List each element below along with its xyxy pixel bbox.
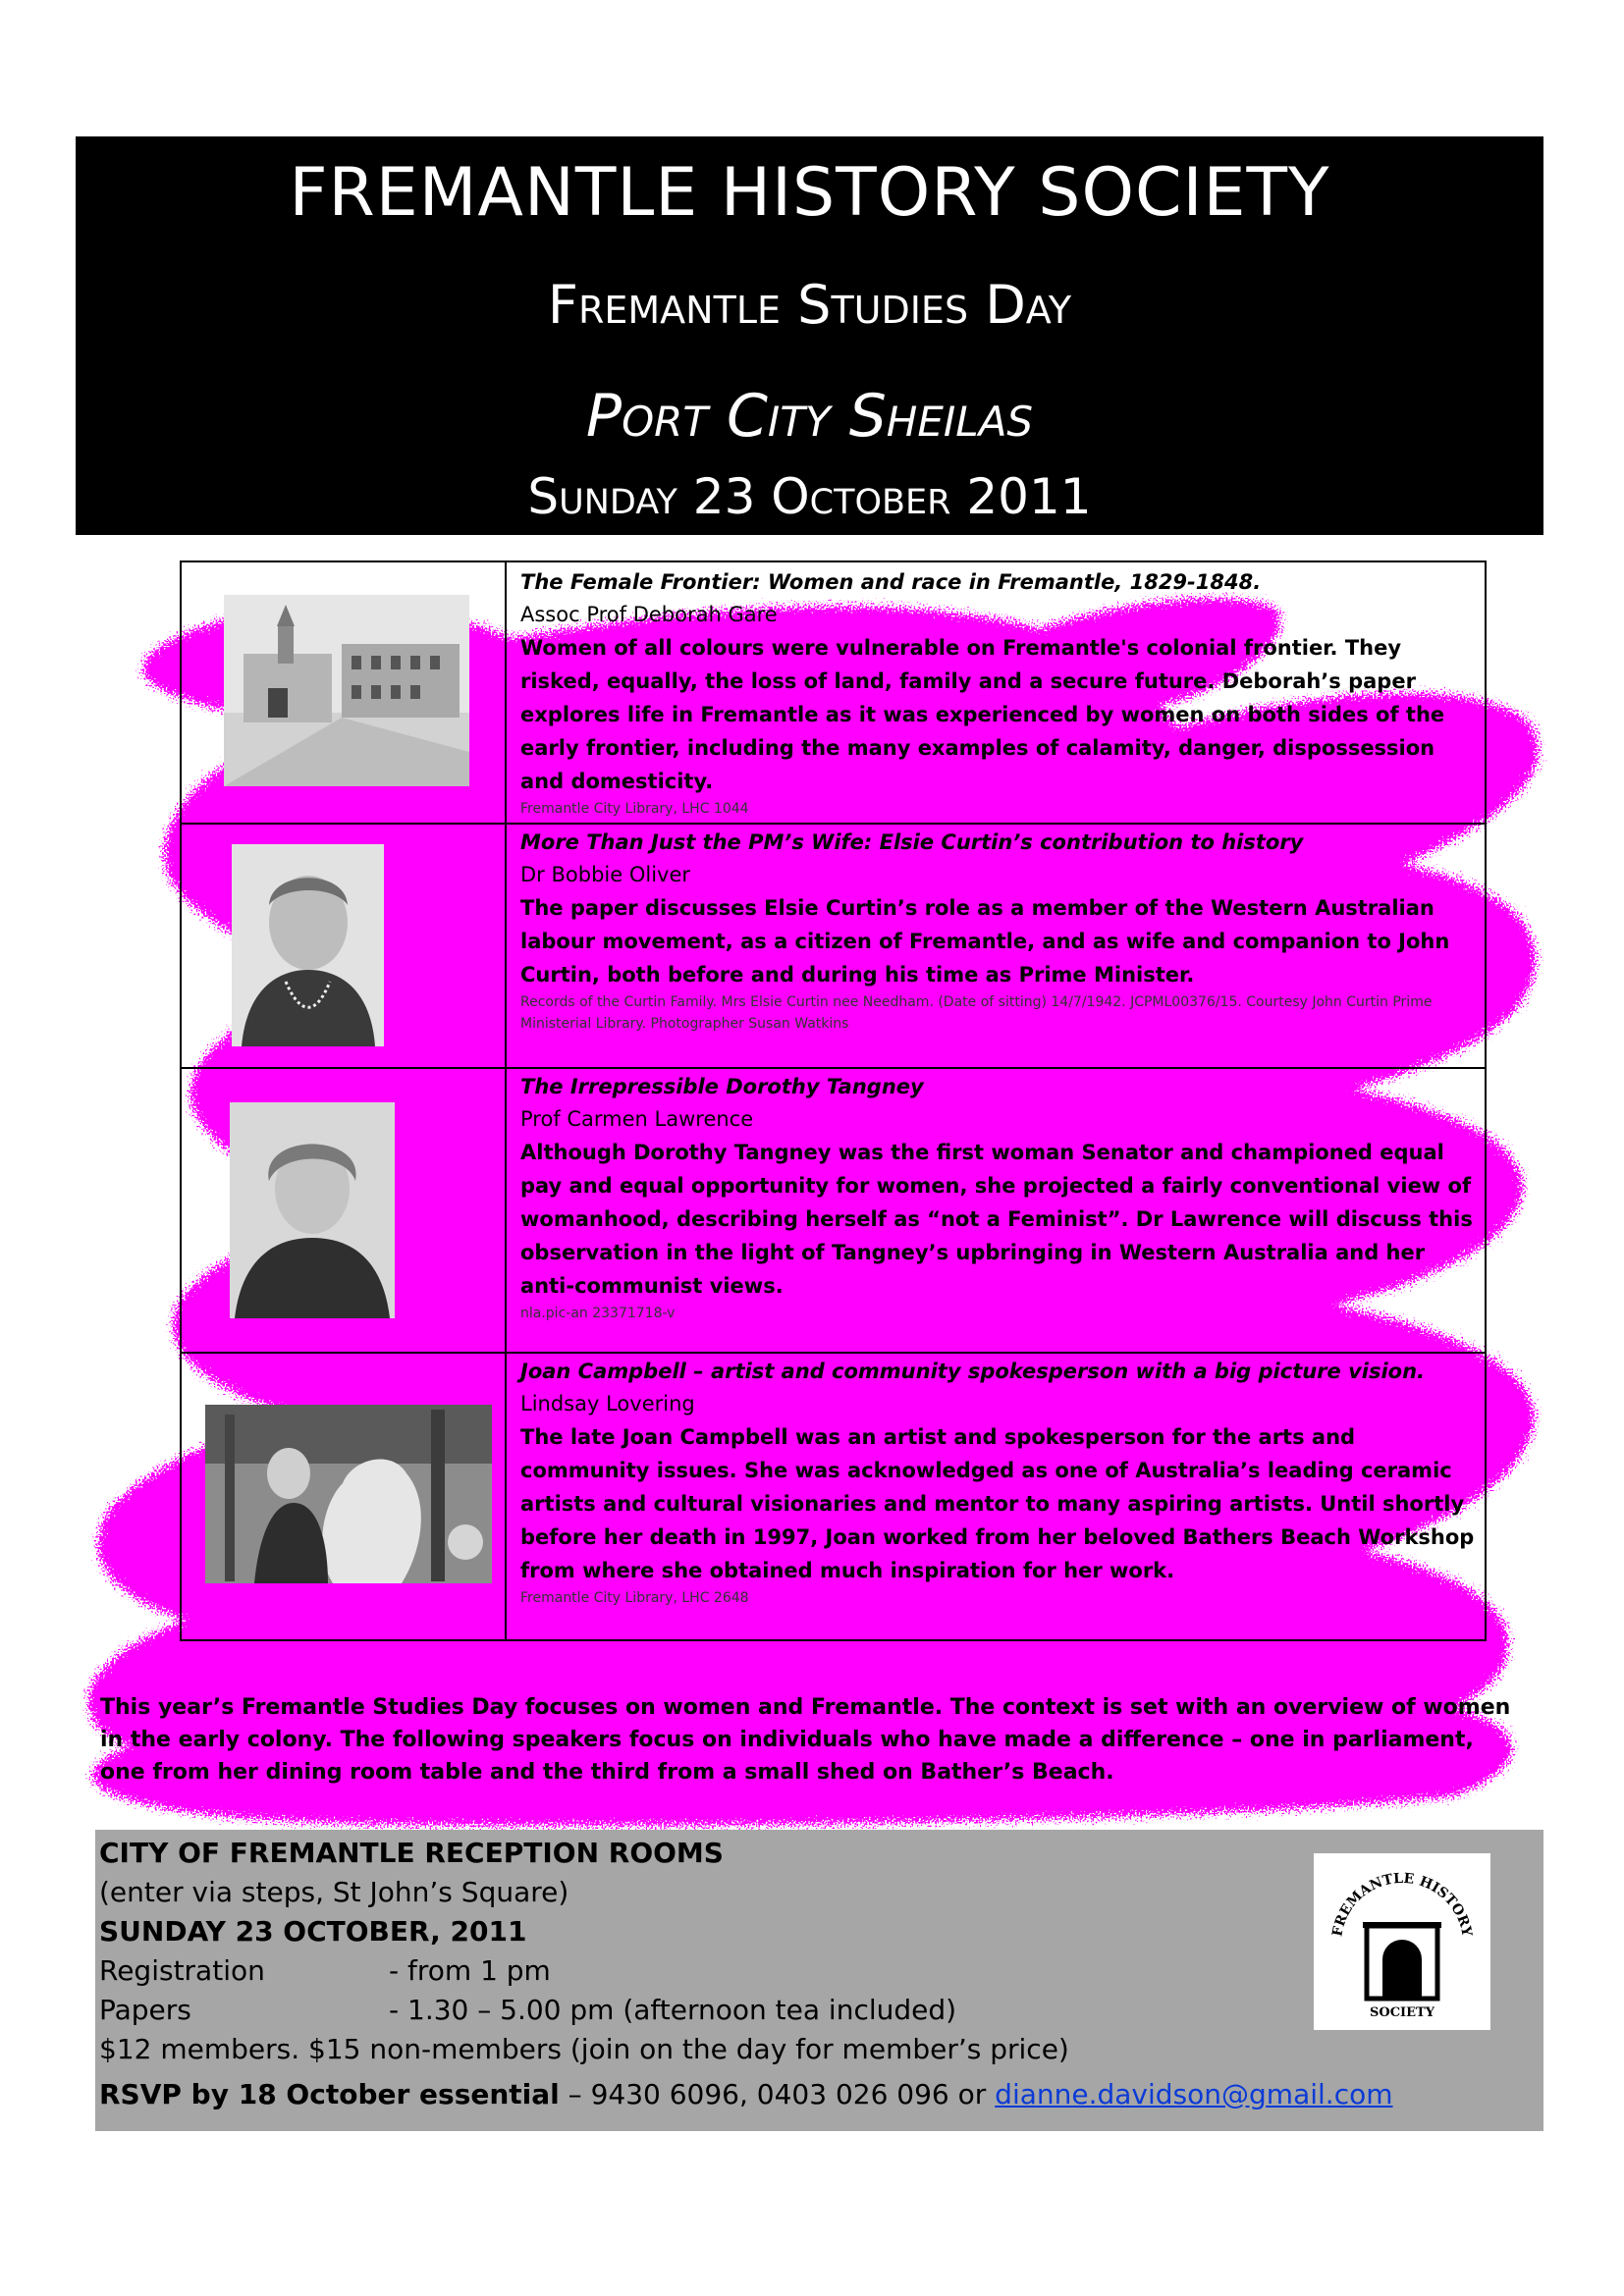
ticket-prices: $12 members. $15 non-members (join on the day for member’s price) — [99, 2033, 1069, 2065]
logo-bottom-text: SOCIETY — [1369, 2005, 1435, 2020]
talk-speaker: Dr Bobbie Oliver — [520, 863, 691, 886]
talk-text — [520, 1356, 1475, 1609]
papers-row — [99, 1991, 983, 2030]
dorothy-tangney-portrait-image — [230, 1102, 395, 1318]
talk-photo-cell — [182, 823, 507, 1067]
talk-title: More Than Just the PM’s Wife: Elsie Curtin’s contribution to history — [520, 830, 1304, 854]
talk-photo-cell — [182, 1352, 507, 1639]
fremantle-history-society-logo — [1314, 1853, 1490, 2030]
talk-row — [182, 1352, 1485, 1639]
talk-speaker: Lindsay Lovering — [520, 1392, 695, 1415]
archway-icon — [1363, 1922, 1441, 1999]
joan-campbell-studio-image — [205, 1405, 492, 1583]
talk-row — [182, 823, 1485, 1069]
event-subtitle: Fremantle Studies Day — [547, 274, 1072, 336]
header-banner — [76, 136, 1543, 535]
talk-speaker: Prof Carmen Lawrence — [520, 1107, 754, 1131]
talk-photo-cell — [182, 1067, 507, 1352]
rsvp-deadline: RSVP by 18 October essential — [99, 2078, 560, 2110]
event-date: Sunday 23 October 2011 — [527, 468, 1092, 525]
rsvp-line — [99, 2075, 1393, 2114]
talk-photo-cell — [182, 562, 507, 823]
venue-name: CITY OF FREMANTLE RECEPTION ROOMS — [99, 1837, 724, 1869]
registration-row — [99, 1951, 983, 1991]
registration-label: Registration — [99, 1954, 265, 1987]
papers-time: - 1.30 – 5.00 pm (afternoon tea included) — [389, 1994, 957, 2026]
talk-row — [182, 562, 1485, 825]
rsvp-email-link[interactable]: dianne.davidson@gmail.com — [995, 2078, 1393, 2110]
talk-text — [520, 827, 1475, 1035]
talk-row — [182, 1067, 1485, 1354]
talks-table — [180, 561, 1487, 1641]
talk-speaker: Assoc Prof Deborah Gare — [520, 603, 778, 626]
venue-date: SUNDAY 23 OCTOBER, 2011 — [99, 1915, 527, 1948]
talk-text — [520, 1071, 1475, 1324]
event-intro-paragraph: This year’s Fremantle Studies Day focuses on women and Fremantle. The context is set with an overview of women in the early colony. The following speakers focus on individuals who have made a difference – one in parliament, one from her dining room table and the third from a small shed on Bather’s Beach. — [100, 1695, 1511, 1785]
talk-description: The paper discusses Elsie Curtin’s role as a member of the Western Australian labour movement, as a citizen of Fremantle, and as wife and companion to John Curtin, both before and during his time as Prime Minister. — [520, 896, 1450, 987]
venue-details-box — [95, 1830, 1543, 2131]
talk-description: The late Joan Campbell was an artist and spokesperson for the arts and community issues. She was acknowledged as one of Australia’s leading ceramic artists and cultural visionaries and mentor to many aspiring artists. Until shortly before her death in 1997, Joan worked from her beloved Bathers Beach Workshop from where she obtained much inspiration for her work. — [520, 1425, 1475, 1582]
talk-description: Although Dorothy Tangney was the first woman Senator and championed equal pay and equal opportunity for women, she projected a fairly conventional view of womanhood, describing herself as “not a Feminist”. Dr Lawrence will discuss this observation in the light of Tangney’s upbringing in Western Australia and her anti-communist views. — [520, 1141, 1473, 1298]
elsie-curtin-portrait-image — [232, 844, 384, 1046]
logo-arc-text: FREMANTLE HISTORY — [1329, 1870, 1475, 1939]
registration-time: - from 1 pm — [389, 1954, 551, 1987]
venue-entry: (enter via steps, St John’s Square) — [99, 1876, 569, 1908]
image-credit: Fremantle City Library, LHC 1044 — [520, 801, 749, 817]
fremantle-street-sketch-image — [224, 595, 469, 786]
society-title: FREMANTLE HISTORY SOCIETY — [289, 154, 1330, 232]
talk-title: The Irrepressible Dorothy Tangney — [520, 1075, 924, 1098]
talk-description: Women of all colours were vulnerable on Fremantle's colonial frontier. They risked, equally, the loss of land, family and a secure future. Deborah’s paper explores life in Fremantle as it was experienced by women on both sides of the early frontier, including the many examples of calamity, danger, dispossession and domesticity. — [520, 636, 1445, 793]
event-theme: Port City Sheilas — [585, 382, 1034, 451]
image-credit: Fremantle City Library, LHC 2648 — [520, 1590, 749, 1606]
rsvp-phones: – 9430 6096, 0403 026 096 or — [559, 2078, 996, 2110]
papers-label: Papers — [99, 1994, 191, 2026]
image-credit: Records of the Curtin Family. Mrs Elsie Curtin nee Needham. (Date of sitting) 14/7/1942. JCPML00376/15. Courtesy John Curtin Prime Ministerial Library. Photographer Susan Watkins — [520, 994, 1433, 1032]
talk-text — [520, 566, 1475, 820]
talk-title: The Female Frontier: Women and race in Fremantle, 1829-1848. — [520, 570, 1262, 594]
talk-title: Joan Campbell – artist and community spokesperson with a big picture vision. — [520, 1360, 1426, 1383]
image-credit: nla.pic-an 23371718-v — [520, 1306, 676, 1321]
